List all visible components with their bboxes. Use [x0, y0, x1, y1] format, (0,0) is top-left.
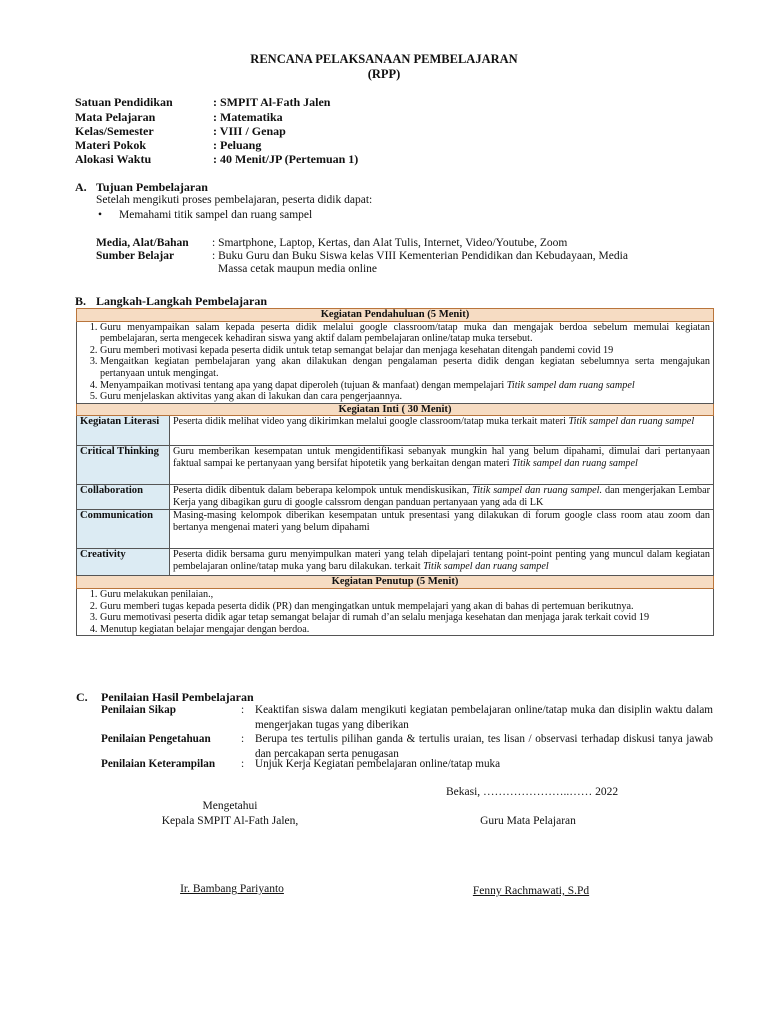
list-item: 5. Guru menjelaskan aktivitas yang akan di lakukan dan cara pengerjaannya.	[100, 391, 710, 403]
section-number: B.	[75, 294, 87, 308]
table-row	[77, 510, 714, 549]
inti-text	[170, 416, 714, 446]
inti-text-plain: Peserta didik bersama guru menyimpulkan materi yang telah dipelajari tentang point-point penting yang muncul dalam kegiatan pembelajaran online/tatap muka yang baru dilakukan. terkait	[173, 549, 710, 572]
inti-text	[170, 485, 714, 510]
signer-left-name: Ir. Bambang Pariyanto	[180, 883, 284, 895]
penutup-header: Kegiatan Penutup (5 Menit)	[77, 576, 714, 589]
signer-right-name: Fenny Rachmawati, S.Pd	[472, 885, 590, 897]
assessment-row	[101, 703, 715, 733]
list-item: 2. Guru memberi tugas kepada peserta didik (PR) dan mengingatkan untuk mempelajari yang akan di bahas di pertemuan berikutnya.	[100, 601, 710, 613]
assessment-value: Unjuk Kerja Kegiatan pembelajaran online/tatap muka	[255, 758, 501, 770]
inti-text-after: dan mengerjakan Lembar Kerja yang dibagikan guru di google calssrom dengan panduan pertanyaan yang ada di LK	[173, 485, 710, 508]
steps-table	[76, 308, 714, 636]
inti-header: Kegiatan Inti ( 30 Menit)	[77, 403, 714, 416]
identity-key: Materi Pokok	[75, 138, 146, 152]
identity-value: : Peluang	[213, 138, 262, 152]
table-row	[77, 588, 714, 635]
assessment-colon: :	[241, 758, 245, 770]
identity-key: Alokasi Waktu	[75, 152, 152, 166]
section-number: C.	[76, 690, 88, 704]
inti-text-italic: Titik sampel dan ruang sampel	[568, 416, 695, 428]
penutup-list	[80, 589, 710, 635]
signer-right-title: Guru Mata Pelajaran	[480, 815, 576, 827]
media-label: Media, Alat/Bahan	[96, 237, 189, 249]
table-row	[77, 416, 714, 446]
table-row	[77, 309, 714, 322]
inti-text	[170, 510, 714, 549]
identity-value: : VIII / Genap	[213, 124, 286, 138]
list-item: 3. Mengaitkan kegiatan pembelajaran yang akan dilakukan dengan pengalaman peserta didik dengan kegiatan sebelumnya serta mengajukan pertanyaan untuk mengingat.	[100, 356, 710, 379]
inti-text-italic: Titik sampel dan ruang sampel	[423, 560, 549, 572]
identity-value: : 40 Menit/JP (Pertemuan 1)	[213, 152, 359, 166]
section-b-heading	[75, 294, 267, 309]
media-value: : Smartphone, Laptop, Kertas, dan Alat Tulis, Internet, Video/Youtube, Zoom	[212, 237, 568, 249]
assessment-colon: :	[241, 704, 245, 716]
assessment-colon: :	[241, 733, 245, 745]
section-number: A.	[75, 180, 87, 194]
identity-key: Mata Pelajaran	[75, 110, 156, 124]
inti-text-italic: Titik sampel dan ruang sampel.	[472, 485, 603, 497]
inti-text	[170, 446, 714, 485]
pendahuluan-cell	[77, 321, 714, 403]
inti-text-plain: Peserta didik melihat video yang dikirimkan melalui google classroom/tatap muka terkait materi	[173, 416, 569, 428]
table-row	[77, 549, 714, 576]
inti-text-italic: Titik sampel dan ruang sampel	[512, 457, 638, 469]
signer-left-caption: Mengetahui	[202, 800, 258, 812]
list-item: 4. Menutup kegiatan belajar mengajar dengan berdoa.	[100, 624, 710, 636]
pendahuluan-header: Kegiatan Pendahuluan (5 Menit)	[77, 309, 714, 322]
penutup-cell	[77, 588, 714, 635]
inti-text-plain: Peserta didik dibentuk dalam beberapa kelompok untuk mendiskusikan,	[173, 485, 473, 497]
inti-label: Critical Thinking	[77, 446, 170, 485]
list-item	[100, 380, 710, 392]
list-item-italic: Titik sampel dam ruang sampel	[506, 379, 635, 391]
sumber-value-cont: Massa cetak maupun media online	[218, 263, 378, 275]
place-date: Bekasi, …………………..…… 2022	[446, 786, 619, 798]
table-row	[77, 446, 714, 485]
doc-subtitle: (RPP)	[367, 67, 401, 81]
assessment-label: Penilaian Sikap	[101, 704, 176, 716]
identity-key: Kelas/Semester	[75, 124, 154, 138]
section-title: Penilaian Hasil Pembelajaran	[101, 690, 254, 704]
identity-value: : Matematika	[213, 110, 283, 124]
section-title: Tujuan Pembelajaran	[96, 180, 208, 194]
list-item: 1. Guru menyampaikan salam kepada peserta didik melalui google classroom/tatap muka dan mengajak berdoa sebelum memulai kegiatan pembelajaran, serta mengecek kehadiran siswa yang aktif dalam pembelajaran online/tatap muka tersebut.	[100, 322, 710, 345]
assessment-value: Berupa tes tertulis pilihan ganda & tertulis uraian, tes lisan / observasi terhadap diskusi tanya jawab dan percakapan serta penugasan	[255, 733, 713, 760]
inti-label: Creativity	[77, 549, 170, 576]
table-row	[77, 485, 714, 510]
identity-key: Satuan Pendidikan	[75, 95, 173, 109]
table-row	[77, 576, 714, 589]
list-item: 2. Guru memberi motivasi kepada peserta didik untuk tetap semangat belajar dan menjaga kesehatan ditengah pandemi covid 19	[100, 345, 710, 357]
assessment-label: Penilaian Keterampilan	[101, 758, 216, 770]
goal-bullet: Memahami titik sampel dan ruang sampel	[119, 209, 313, 221]
inti-label: Kegiatan Literasi	[77, 416, 170, 446]
inti-text-plain: Masing-masing kelompok diberikan kesempatan untuk presentasi yang dilakukan di forum google class room atau zoom dan bertanya mengenai materi yang belum dipahami	[173, 510, 710, 533]
assessment-value: Keaktifan siswa dalam mengikuti kegiatan pembelajaran online/tatap muka dan disiplin waktu dalam mengerjakan tugas yang diberikan	[255, 704, 713, 731]
assessment-row	[101, 757, 715, 773]
inti-label: Collaboration	[77, 485, 170, 510]
identity-value: : SMPIT Al-Fath Jalen	[213, 95, 331, 109]
inti-text	[170, 549, 714, 576]
inti-label: Communication	[77, 510, 170, 549]
sumber-value: : Buku Guru dan Buku Siswa kelas VIII Kementerian Pendidikan dan Kebudayaan, Media	[212, 250, 628, 262]
bullet-icon: •	[98, 209, 103, 221]
goal-intro: Setelah mengikuti proses pembelajaran, peserta didik dapat:	[96, 194, 373, 206]
sumber-label: Sumber Belajar	[96, 250, 175, 262]
section-title: Langkah-Langkah Pembelajaran	[96, 294, 268, 308]
inti-text-plain: Guru memberikan kesempatan untuk mengidentifikasi sebanyak mungkin hal yang belum dipahami, dimulai dari pertanyaan faktual sampai ke pertanyaan yang bersifat hipotetik yang berkaitan dengan materi	[173, 446, 710, 469]
section-a-heading	[75, 180, 208, 195]
pendahuluan-list	[80, 322, 710, 403]
list-item: 3. Guru memotivasi peserta didik agar tetap semangat belajar di rumah d’an selalu menjaga kesehatan dan menjaga jarak terkait covid 19	[100, 612, 710, 624]
list-item: 1. Guru melakukan penilaian.,	[100, 589, 710, 601]
signer-left-title: Kepala SMPIT Al-Fath Jalen,	[161, 815, 299, 827]
doc-title: RENCANA PELAKSANAAN PEMBELAJARAN	[250, 52, 518, 66]
list-item-text: Menyampaikan motivasi tentang apa yang dapat diperoleh (tujuan & manfaat) dengan mempelajari	[100, 379, 507, 391]
table-row	[77, 321, 714, 403]
table-row	[77, 403, 714, 416]
assessment-label: Penilaian Pengetahuan	[101, 733, 211, 745]
